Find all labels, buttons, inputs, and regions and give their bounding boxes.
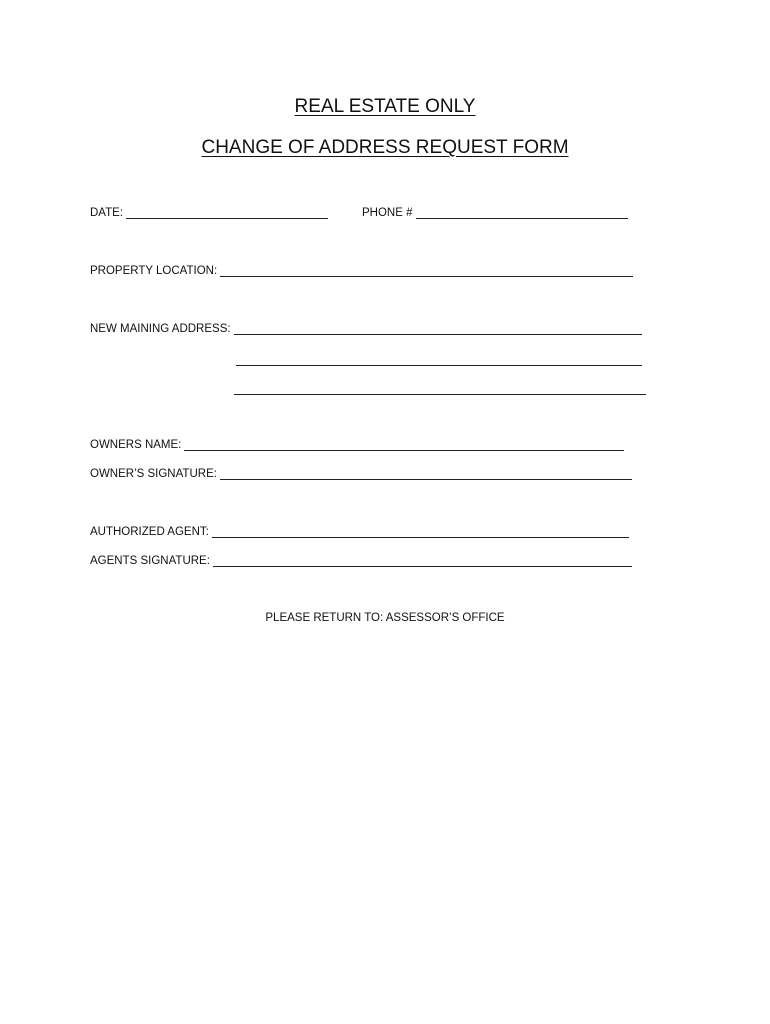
owners-name-field [90, 437, 624, 453]
date-field [90, 205, 328, 221]
phone-input-line[interactable] [416, 206, 628, 219]
authorized-agent-field [90, 524, 629, 540]
new-mailing-address-input-line-1[interactable] [234, 322, 642, 335]
owners-name-input-line[interactable] [184, 438, 624, 451]
date-label: DATE: [90, 207, 124, 219]
new-mailing-address-field [90, 321, 642, 337]
new-mailing-address-input-line-2[interactable] [236, 364, 642, 366]
phone-field [362, 205, 628, 221]
property-location-input-line[interactable] [220, 264, 633, 277]
owners-signature-field [90, 466, 632, 482]
property-location-label: PROPERTY LOCATION: [90, 265, 218, 277]
property-location-field [90, 263, 633, 279]
agents-signature-field [90, 553, 632, 569]
phone-label: PHONE # [362, 207, 413, 219]
form-title-line-1: REAL ESTATE ONLY [294, 96, 476, 117]
new-mailing-address-label: NEW MAINING ADDRESS: [90, 323, 231, 335]
return-to-note: PLEASE RETURN TO: ASSESSOR’S OFFICE [265, 612, 505, 624]
agents-signature-label: AGENTS SIGNATURE: [90, 555, 210, 567]
agents-signature-input-line[interactable] [213, 554, 632, 567]
form-title-line-2: CHANGE OF ADDRESS REQUEST FORM [201, 137, 569, 158]
authorized-agent-label: AUTHORIZED AGENT: [90, 526, 209, 538]
new-mailing-address-input-line-3[interactable] [234, 393, 646, 395]
date-input-line[interactable] [126, 206, 328, 219]
owners-signature-input-line[interactable] [220, 467, 632, 480]
authorized-agent-input-line[interactable] [212, 525, 629, 538]
owners-signature-label: OWNER’S SIGNATURE: [90, 468, 217, 480]
owners-name-label: OWNERS NAME: [90, 439, 182, 451]
